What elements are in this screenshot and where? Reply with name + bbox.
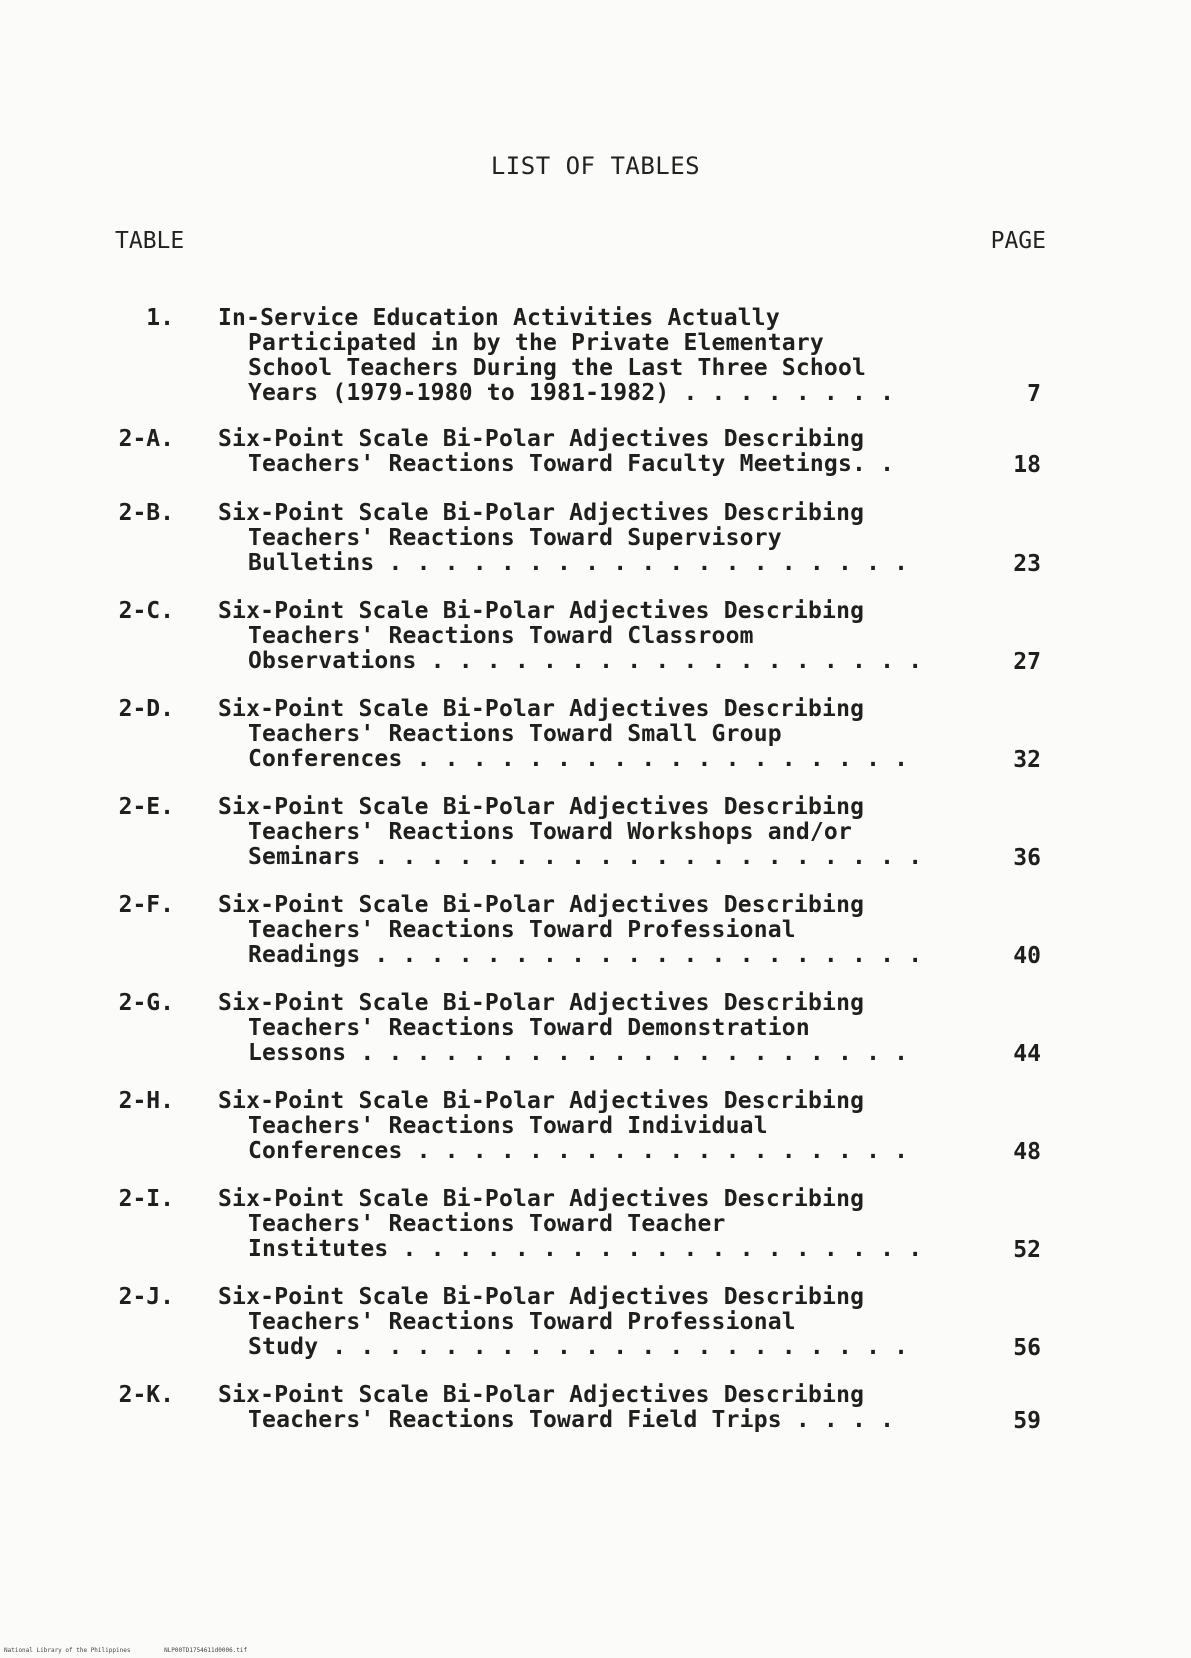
caption-line: Six-Point Scale Bi-Polar Adjectives Describing xyxy=(218,598,865,624)
table-caption xyxy=(218,1383,978,1433)
page-number: 36 xyxy=(1013,845,1041,871)
caption-line: Readings . . . . . . . . . . . . . . . . . . . . xyxy=(248,942,923,968)
caption-line: Six-Point Scale Bi-Polar Adjectives Describing xyxy=(218,892,865,918)
caption-line: Institutes . . . . . . . . . . . . . . . . . . . xyxy=(248,1236,923,1262)
caption-line: Participated in by the Private Elementary xyxy=(248,330,824,356)
table-number: 2-E. xyxy=(118,794,174,820)
caption-line: Conferences . . . . . . . . . . . . . . . . . . xyxy=(248,1138,909,1164)
table-number: 2-K. xyxy=(118,1382,174,1408)
table-caption xyxy=(218,501,978,576)
caption-line: Teachers' Reactions Toward Demonstration xyxy=(248,1015,810,1041)
page-number: 32 xyxy=(1013,747,1041,773)
page-column-heading: PAGE xyxy=(990,228,1046,254)
page-number: 48 xyxy=(1013,1139,1041,1165)
caption-line: Six-Point Scale Bi-Polar Adjectives Describing xyxy=(218,794,865,820)
caption-line: Teachers' Reactions Toward Professional xyxy=(248,1309,796,1335)
table-caption xyxy=(218,893,978,968)
page-number: 52 xyxy=(1013,1237,1041,1263)
page-number: 40 xyxy=(1013,943,1041,969)
table-number: 2-I. xyxy=(118,1186,174,1212)
caption-line: Seminars . . . . . . . . . . . . . . . . . . . . xyxy=(248,844,923,870)
caption-line: Six-Point Scale Bi-Polar Adjectives Describing xyxy=(218,696,865,722)
page-number: 59 xyxy=(1013,1408,1041,1434)
caption-line: Six-Point Scale Bi-Polar Adjectives Describing xyxy=(218,1186,865,1212)
page-number: 23 xyxy=(1013,551,1041,577)
page-number: 7 xyxy=(1027,381,1041,407)
table-number: 2-B. xyxy=(118,500,174,526)
table-number: 2-C. xyxy=(118,598,174,624)
caption-line: School Teachers During the Last Three School xyxy=(248,355,867,381)
caption-line: Teachers' Reactions Toward Classroom xyxy=(248,623,754,649)
scan-filename: NLP00TD1754611d0006.tif xyxy=(164,1647,248,1654)
page-number: 27 xyxy=(1013,649,1041,675)
table-caption xyxy=(218,991,978,1066)
caption-line: Teachers' Reactions Toward Small Group xyxy=(248,721,782,747)
table-number: 2-F. xyxy=(118,892,174,918)
caption-line: Teachers' Reactions Toward Individual xyxy=(248,1113,768,1139)
page-number: 44 xyxy=(1013,1041,1041,1067)
table-caption xyxy=(218,1187,978,1262)
scan-footer xyxy=(4,1647,277,1654)
library-credit: National Library of the Philippines xyxy=(4,1647,131,1654)
caption-line: Bulletins . . . . . . . . . . . . . . . . . . . xyxy=(248,550,909,576)
table-caption xyxy=(218,1285,978,1360)
caption-line: Teachers' Reactions Toward Professional xyxy=(248,917,796,943)
table-caption xyxy=(218,1089,978,1164)
table-caption xyxy=(218,599,978,674)
caption-line: Teachers' Reactions Toward Workshops and/or xyxy=(248,819,853,845)
page-number: 18 xyxy=(1013,452,1041,478)
table-caption xyxy=(218,427,978,477)
table-caption xyxy=(218,697,978,772)
caption-line: Observations . . . . . . . . . . . . . . . . . . xyxy=(248,648,923,674)
table-caption xyxy=(218,306,978,406)
caption-line: Six-Point Scale Bi-Polar Adjectives Describing xyxy=(218,1088,865,1114)
caption-line: Conferences . . . . . . . . . . . . . . . . . . xyxy=(248,746,909,772)
page-number: 56 xyxy=(1013,1335,1041,1361)
page-title: LIST OF TABLES xyxy=(490,152,701,180)
caption-line: In-Service Education Activities Actually xyxy=(218,305,780,331)
caption-line: Lessons . . . . . . . . . . . . . . . . . . . . xyxy=(248,1040,909,1066)
table-number: 2-D. xyxy=(118,696,174,722)
caption-line: Teachers' Reactions Toward Supervisory xyxy=(248,525,782,551)
caption-line: Six-Point Scale Bi-Polar Adjectives Describing xyxy=(218,1284,865,1310)
table-number: 2-A. xyxy=(118,426,174,452)
caption-line: Study . . . . . . . . . . . . . . . . . . . . . xyxy=(248,1334,909,1360)
caption-line: Six-Point Scale Bi-Polar Adjectives Describing xyxy=(218,500,865,526)
table-column-heading: TABLE xyxy=(115,228,185,254)
caption-line: Years (1979-1980 to 1981-1982) . . . . . . . . xyxy=(248,380,895,406)
caption-line: Teachers' Reactions Toward Field Trips . . . . xyxy=(248,1407,895,1433)
caption-line: Teachers' Reactions Toward Faculty Meetings. . xyxy=(248,451,895,477)
table-number: 2-G. xyxy=(118,990,174,1016)
table-number: 2-H. xyxy=(118,1088,174,1114)
caption-line: Six-Point Scale Bi-Polar Adjectives Describing xyxy=(218,1382,865,1408)
caption-line: Teachers' Reactions Toward Teacher xyxy=(248,1211,726,1237)
caption-line: Six-Point Scale Bi-Polar Adjectives Describing xyxy=(218,990,865,1016)
table-number: 1. xyxy=(146,305,174,331)
table-number: 2-J. xyxy=(118,1284,174,1310)
caption-line: Six-Point Scale Bi-Polar Adjectives Describing xyxy=(218,426,865,452)
table-caption xyxy=(218,795,978,870)
